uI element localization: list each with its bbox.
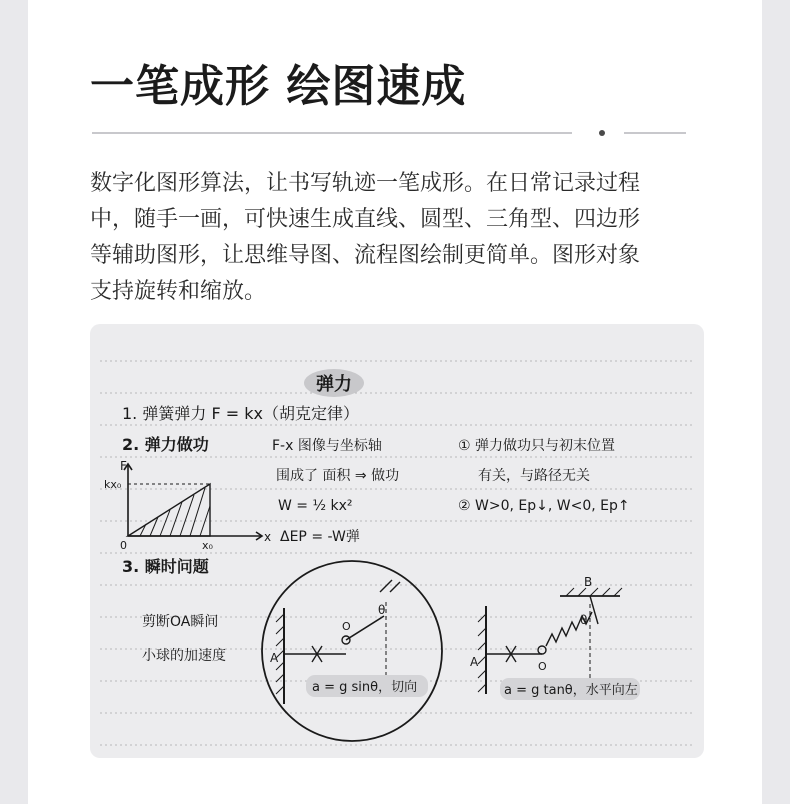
label-a-left: A — [270, 651, 279, 665]
circle-diagram — [142, 561, 442, 741]
label-b-right: B — [584, 575, 593, 589]
note-heading: 弹力 — [316, 374, 352, 395]
label-o-left: O — [342, 620, 351, 633]
title-divider — [92, 132, 572, 134]
note-line-2-left: 2. 弹力做功 — [122, 435, 209, 454]
handwritten-note-image — [90, 324, 704, 758]
note-line-6: 3. 瞬时问题 — [122, 557, 209, 576]
note-line-1: 1. 弹簧弹力 F = kx（胡克定律） — [122, 404, 359, 423]
page-title: 一笔成形 绘图速成 — [90, 61, 467, 112]
label-theta-right: θ — [580, 613, 588, 627]
label-a-right: A — [470, 655, 479, 669]
note-line-4-right: ② W>0, Ep↓, W<0, Ep↑ — [458, 498, 630, 514]
note-line-3-right: 有关，与路径无关 — [478, 468, 590, 484]
note-canvas — [90, 324, 704, 758]
content-card — [28, 0, 762, 804]
title-divider-short — [624, 132, 686, 134]
circle-note-1: 剪断OA瞬间 — [142, 614, 219, 630]
label-theta-left: θ — [378, 603, 386, 617]
description-line: 支持旋转和缩放。 — [90, 279, 267, 304]
description-line: 中，随手一画，可快速生成直线、圆型、三角型、四边形 — [90, 207, 641, 232]
note-line-2-right: ① 弹力做功只与初末位置 — [458, 438, 616, 454]
description-line: 数字化图形算法，让书写轨迹一笔成形。在日常记录过程 — [90, 171, 641, 196]
graph-y-tick: kx₀ — [104, 478, 122, 491]
fx-graph — [104, 459, 271, 552]
divider-dot — [599, 130, 605, 136]
note-line-2-mid: F-x 图像与坐标轴 — [272, 438, 382, 454]
label-o-right: O — [538, 660, 547, 673]
description-paragraph — [90, 166, 710, 310]
description-line: 等辅助图形，让思维导图、流程图绘制更简单。图形对象 — [90, 243, 641, 268]
circle-note-2: 小球的加速度 — [142, 648, 226, 664]
formula-left: a = g sinθ，切向 — [312, 680, 418, 695]
note-line-3-mid: 围成了 面积 ⇒ 做功 — [276, 468, 400, 484]
graph-x-label: x — [264, 530, 272, 544]
note-line-5-mid: ΔEP = -W弹 — [280, 529, 360, 545]
graph-origin: 0 — [120, 539, 127, 552]
note-line-4-mid: W = ½ kx² — [278, 498, 353, 514]
graph-y-label: F — [120, 459, 127, 473]
formula-right: a = g tanθ，水平向左 — [504, 683, 638, 698]
graph-x-tick: x₀ — [202, 539, 213, 552]
